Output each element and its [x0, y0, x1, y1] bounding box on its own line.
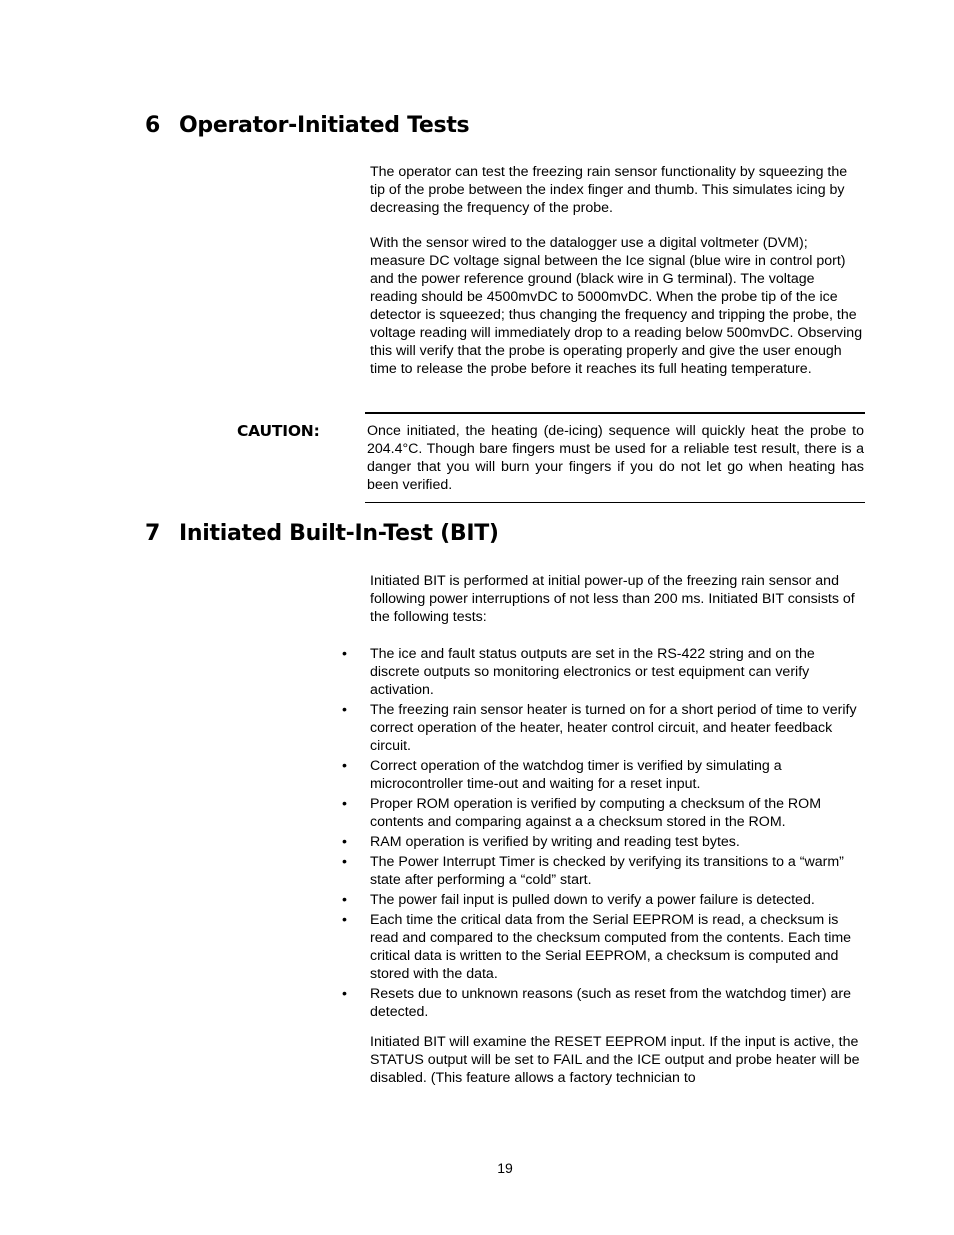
list-item-text: Each time the critical data from the Serial EEPROM is read, a checksum is read and compared to the checksum computed from the contents. Each time critical data is written to the Serial EEPROM, a checksum is computed and stored with the data.	[370, 912, 852, 982]
caution-box	[365, 412, 865, 503]
section-6-paragraph-1: The operator can test the freezing rain sensor functionality by squeezing the tip of the probe between the index finger and thumb. This simulates icing by decreasing the frequency of the probe.	[370, 164, 848, 216]
list-item-text: Proper ROM operation is verified by computing a checksum of the ROM contents and comparing against a a checksum stored in the ROM.	[370, 796, 822, 830]
list-item	[340, 645, 865, 699]
list-item	[340, 795, 865, 831]
bullet-icon: •	[342, 986, 347, 1002]
caution-label: CAUTION:	[237, 422, 320, 440]
bullet-icon: •	[342, 834, 347, 850]
bullet-icon: •	[342, 646, 347, 662]
section-6-heading	[145, 113, 469, 138]
list-item-text: The freezing rain sensor heater is turned on for a short period of time to verify correct operation of the heater, heater control circuit, and heater feedback circuit.	[370, 702, 857, 754]
section-7-number: 7	[145, 521, 161, 546]
list-item-text: RAM operation is verified by writing and reading test bytes.	[370, 834, 740, 850]
bit-test-list	[340, 645, 865, 1023]
list-item	[340, 833, 865, 851]
section-7-intro: Initiated BIT is performed at initial power-up of the freezing rain sensor and following power interruptions of not less than 200 ms. Initiated BIT consists of the following tests:	[370, 573, 855, 625]
list-item-text: The Power Interrupt Timer is checked by verifying its transitions to a “warm” state after performing a “cold” start.	[370, 854, 844, 888]
section-6-paragraph-2: With the sensor wired to the datalogger use a digital voltmeter (DVM); measure DC voltage signal between the Ice signal (blue wire in control port) and the power reference ground (black wire in G terminal). The voltage reading should be 4500mvDC to 5000mvDC. When the probe tip of the ice detector is squeezed; thus changing the frequency and tripping the probe, the voltage reading will immediately drop to a reading below 500mvDC. Observing this will verify that the probe is operating properly and give the user enough time to release the probe before it reaches its full heating temperature.	[370, 235, 863, 377]
list-item-text: The ice and fault status outputs are set in the RS-422 string and on the discrete outputs so monitoring electronics or test equipment can verify activation.	[370, 646, 815, 698]
section-7-closing: Initiated BIT will examine the RESET EEPROM input. If the input is active, the STATUS output will be set to FAIL and the ICE output and probe heater will be disabled. (This feature allows a factory technician to	[370, 1034, 860, 1086]
list-item-text: Correct operation of the watchdog timer is verified by simulating a microcontroller time-out and waiting for a reset input.	[370, 758, 782, 792]
bullet-icon: •	[342, 892, 347, 908]
list-item	[340, 853, 865, 889]
list-item	[340, 701, 865, 755]
list-item	[340, 911, 865, 983]
section-7-heading	[145, 521, 499, 546]
page-number: 19	[497, 1160, 513, 1176]
bullet-icon: •	[342, 796, 347, 812]
caution-text: Once initiated, the heating (de-icing) sequence will quickly heat the probe to 204.4°C. Though bare fingers must be used for a reliable test result, there is a danger that you will burn your fingers if you do not let go when heating has been verified.	[367, 423, 864, 493]
bullet-icon: •	[342, 758, 347, 774]
bullet-icon: •	[342, 702, 347, 718]
section-7-title: Initiated Built-In-Test (BIT)	[179, 521, 499, 546]
list-item-text: The power fail input is pulled down to verify a power failure is detected.	[370, 892, 815, 908]
list-item	[340, 985, 865, 1021]
bullet-icon: •	[342, 912, 347, 928]
list-item	[340, 891, 865, 909]
bullet-icon: •	[342, 854, 347, 870]
section-6-number: 6	[145, 113, 161, 138]
section-6-title: Operator-Initiated Tests	[179, 113, 470, 138]
list-item-text: Resets due to unknown reasons (such as reset from the watchdog timer) are detected.	[370, 986, 852, 1020]
list-item	[340, 757, 865, 793]
